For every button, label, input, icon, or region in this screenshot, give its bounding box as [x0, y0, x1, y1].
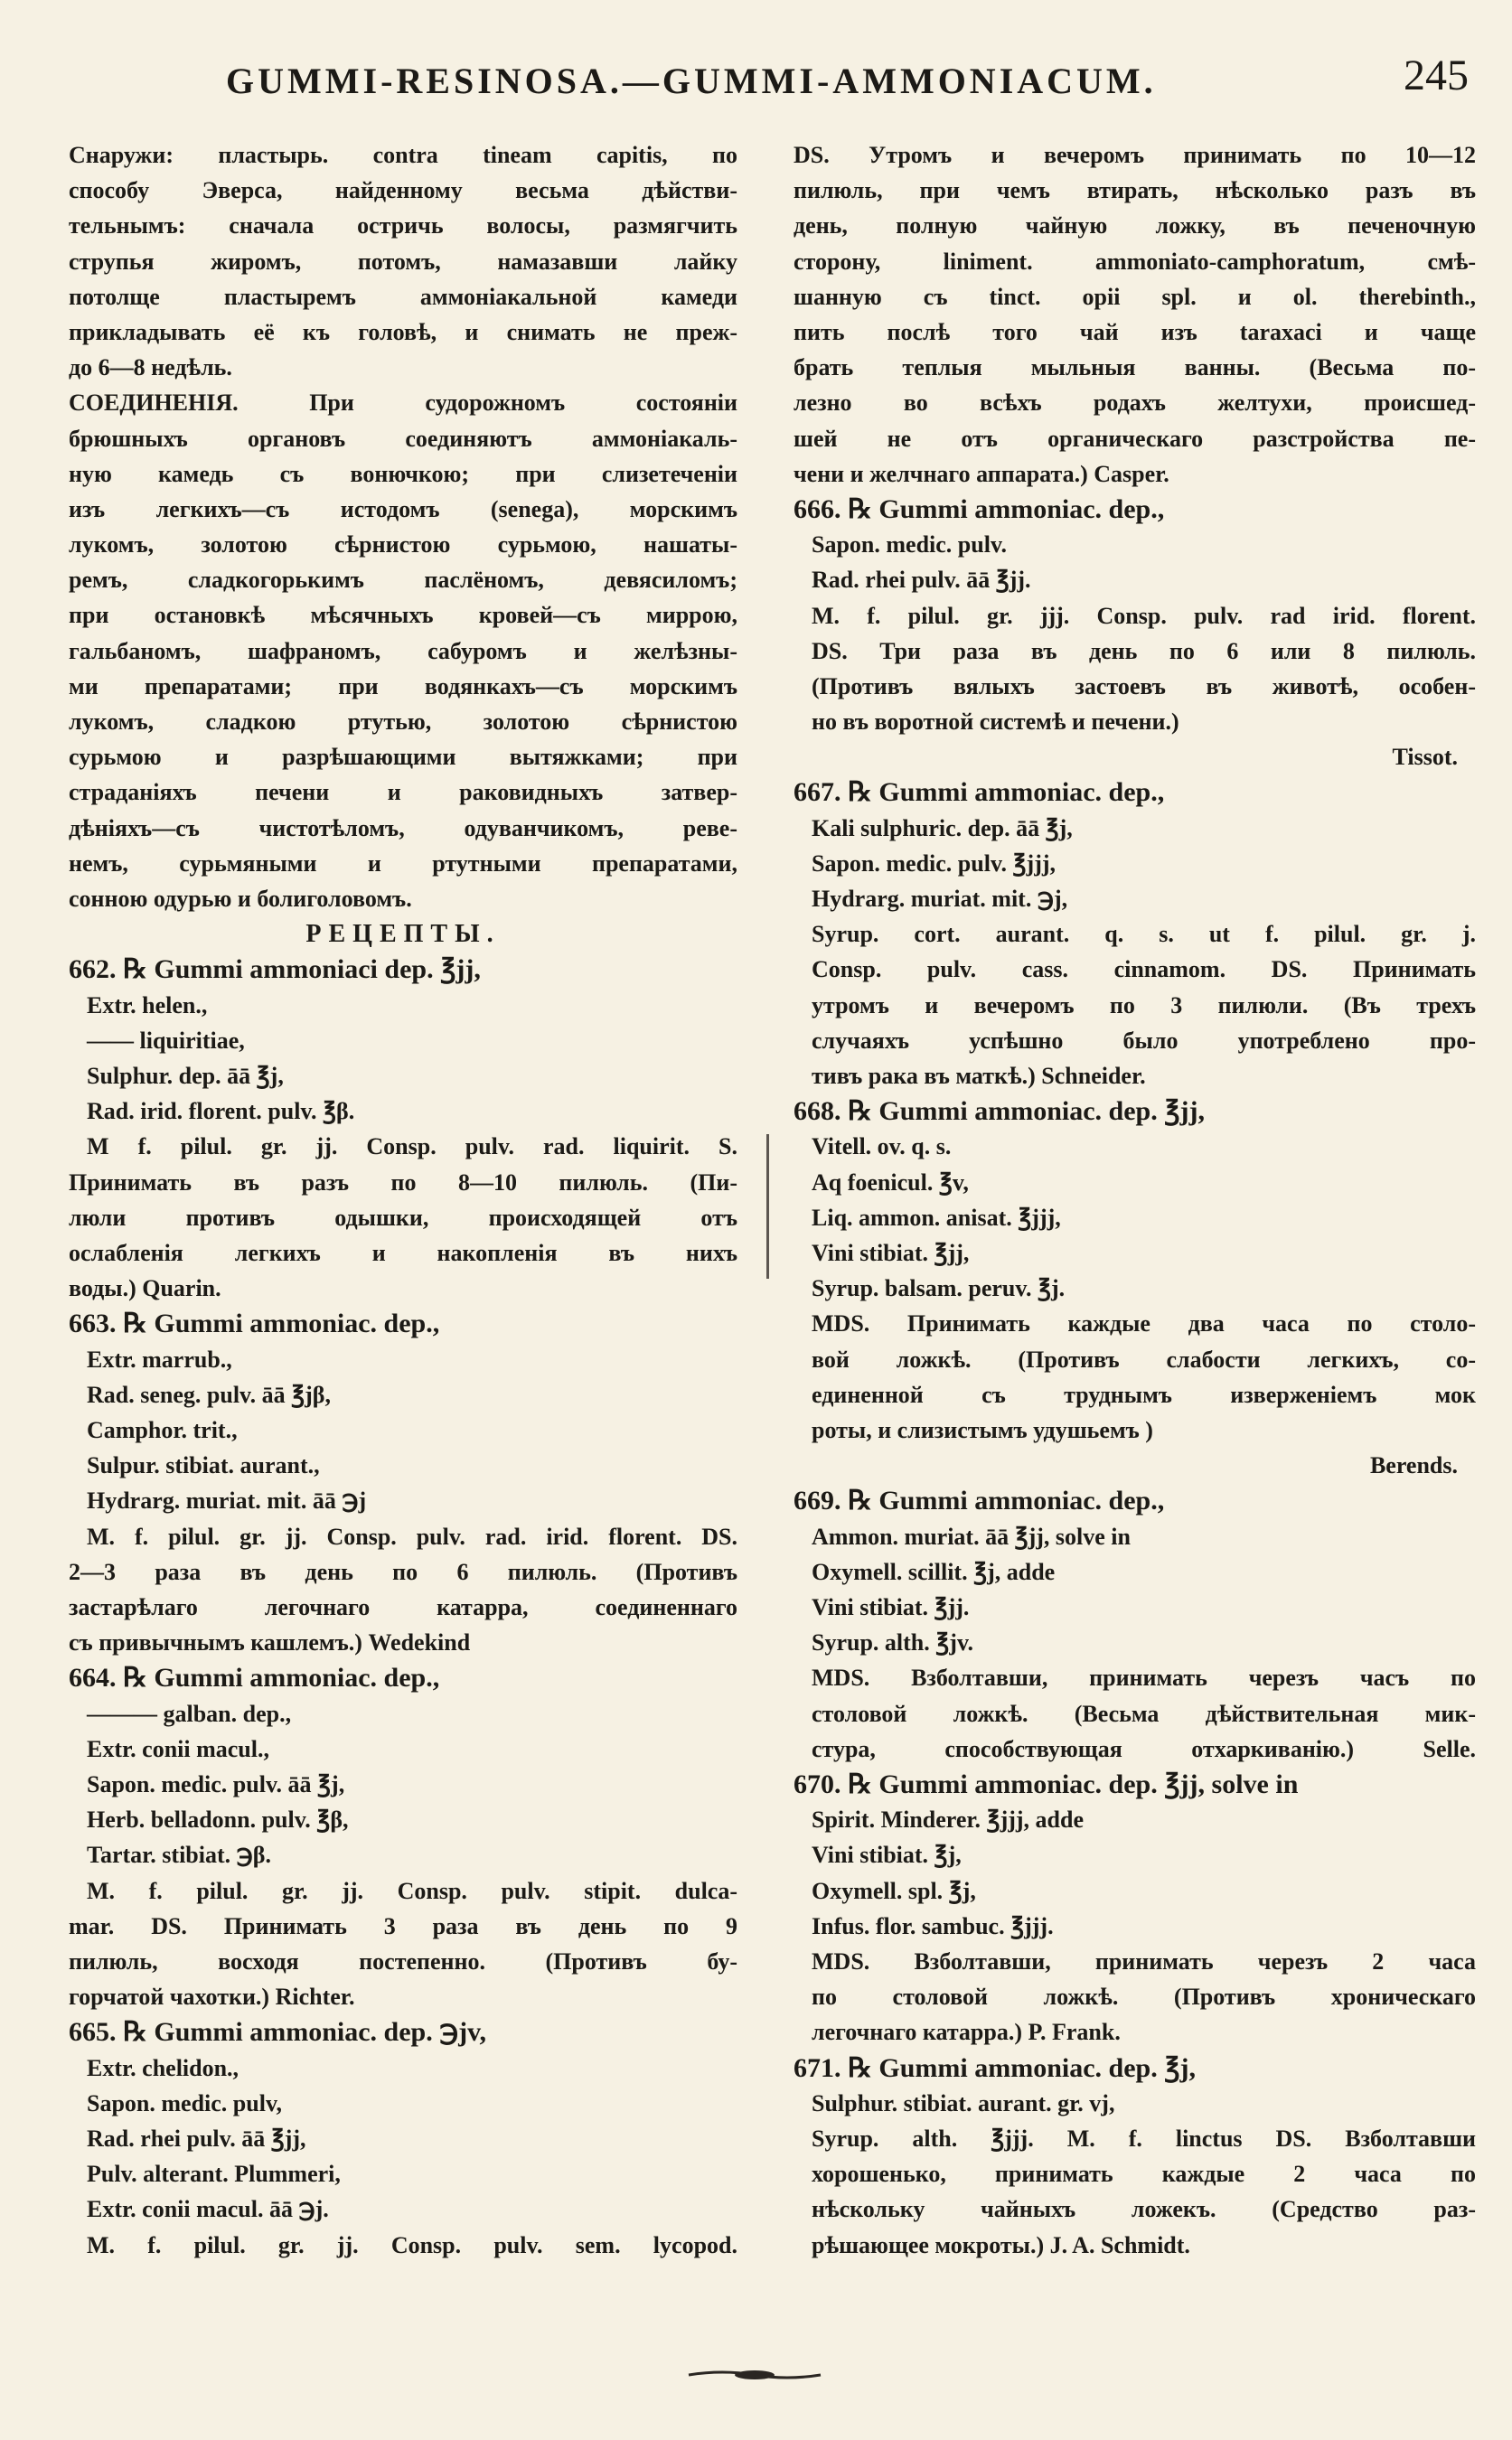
text-line: M. f. pilul. gr. jj. Consp. pulv. stipit. dulca-	[87, 1877, 737, 1904]
text-line: Tissot.	[1392, 744, 1458, 771]
text-line: Sulphur. stibiat. aurant. gr. vj,	[812, 2089, 1115, 2116]
text-line: Tartar. stibiat. ℈β.	[87, 1842, 272, 1869]
text-line: столовой ложкѣ. (Весьма дѣйствительная мик-	[812, 1700, 1476, 1727]
text-line: Sapon. medic. pulv. āā ℥j,	[87, 1770, 345, 1797]
text-line: ную камедь съ вонючкою; при слизетеченіи	[69, 460, 737, 487]
text-line: лукомъ, золотою сѣрнистою сурьмою, нашаты-	[69, 531, 737, 558]
text-line: пить послѣ того чай изъ taraxaci и чаще	[794, 318, 1476, 345]
text-line: при остановкѣ мѣсячныхъ кровей—съ миррою,	[69, 602, 737, 629]
text-line: дѣніяхъ—съ чистотѣломъ, одуванчикомъ, ревe-	[69, 814, 737, 841]
text-line: M. f. pilul. gr. jj. Consp. pulv. sem. lycopod.	[87, 2231, 737, 2258]
text-line: горчатой чахотки.) Richter.	[69, 1984, 355, 2011]
text-line: по столовой ложкѣ. (Противъ хроническаго	[812, 1984, 1476, 2011]
end-ornament	[687, 2368, 822, 2382]
text-line: Extr. chelidon.,	[87, 2054, 239, 2081]
text-line: 663. ℞ Gummi ammoniac. dep.,	[69, 1309, 440, 1339]
text-line: чени и желчнаго аппарата.) Casper.	[794, 460, 1169, 487]
text-line: нѣскольку чайныхъ ложекъ. (Средство раз-	[812, 2196, 1476, 2223]
text-line: mar. DS. Принимать 3 раза въ день по 9	[69, 1912, 737, 1939]
text-line: сурьмою и разрѣшающими вытяжками; при	[69, 744, 737, 771]
text-line: пилюль, восходя постепенно. (Противъ бу-	[69, 1947, 737, 1975]
text-line: РЕЦЕПТЫ.	[305, 920, 501, 949]
text-line: 662. ℞ Gummi ammoniaci dep. ℥jj,	[69, 954, 481, 985]
text-line: потолще пластыремъ аммоніакальной камеди	[69, 283, 737, 310]
text-line: Rad. rhei pulv. āā ℥jj,	[87, 2125, 306, 2152]
text-line: роты, и слизистымъ удушьемъ )	[812, 1417, 1153, 1444]
text-line: Sapon. medic. pulv. ℥jjj,	[812, 849, 1057, 877]
text-line: 2—3 раза въ день по 6 пилюль. (Противъ	[69, 1558, 737, 1585]
text-line: 671. ℞ Gummi ammoniac. dep. ℥j,	[794, 2052, 1197, 2083]
text-line: до 6—8 недѣль.	[69, 354, 232, 381]
text-line: Syrup. balsam. peruv. ℥j.	[812, 1275, 1066, 1302]
text-line: лукомъ, сладкою ртутью, золотою сѣрнистою	[69, 709, 737, 736]
margin-rule	[766, 1134, 769, 1279]
text-line: M f. pilul. gr. jj. Consp. pulv. rad. liquirit. S.	[87, 1133, 737, 1160]
text-line: 669. ℞ Gummi ammoniac. dep.,	[794, 1486, 1165, 1516]
text-line: застарѣлаго легочнаго катарра, соединеннаго	[69, 1593, 737, 1620]
text-line: Oxymell. spl. ℥j,	[812, 1877, 976, 1904]
text-line: брюшныхъ органовъ соединяютъ аммоніакаль-	[69, 425, 737, 452]
text-line: струпья жиромъ, потомъ, намазавши лайку	[69, 248, 737, 275]
text-line: Liq. ammon. anisat. ℥jjj,	[812, 1204, 1061, 1231]
text-line: съ привычнымъ кашлемъ.) Wedekind	[69, 1629, 471, 1656]
text-line: тельнымъ: сначала остричь волосы, размягчить	[69, 212, 737, 239]
text-line: 666. ℞ Gummi ammoniac. dep.,	[794, 493, 1165, 524]
text-line: но въ воротной системѣ и печени.)	[812, 709, 1179, 736]
text-line: Vini stibiat. ℥j,	[812, 1842, 962, 1869]
text-line: Rad. seneg. pulv. āā ℥jβ,	[87, 1381, 331, 1408]
text-line: ми препаратами; при водянкахъ—съ морскимъ	[69, 672, 737, 699]
text-line: Oxymell. scillit. ℥j, adde	[812, 1558, 1056, 1585]
text-line: пилюль, при чемъ втирать, нѣсколько разъ въ	[794, 177, 1476, 204]
text-line: Spirit. Minderer. ℥jjj, adde	[812, 1807, 1085, 1834]
text-line: Extr. conii macul.,	[87, 1735, 269, 1762]
text-line: СОЕДИНЕНІЯ. При судорожномъ состояніи	[69, 389, 737, 417]
text-line: Kali sulphuric. dep. āā ℥j,	[812, 814, 1073, 841]
text-line: хорошенько, принимать каждые 2 часа по	[812, 2161, 1476, 2188]
text-line: Camphor. trit.,	[87, 1416, 238, 1443]
text-line: единенной съ труднымъ изверженіемъ мок	[812, 1381, 1476, 1408]
text-line: Berends.	[1369, 1452, 1458, 1479]
page-header	[63, 52, 1469, 107]
text-line: Hydrarg. muriat. mit. ℈j,	[812, 886, 1068, 913]
text-line: Aq foenicul. ℥v,	[812, 1168, 969, 1196]
text-line: лезно во всѣхъ родахъ желтухи, происшед-	[794, 389, 1476, 417]
text-line: случаяхъ успѣшно было употреблено про-	[812, 1027, 1476, 1054]
text-line: Снаружи: пластырь. contra tineam capitis, по	[69, 142, 737, 168]
text-line: Rad. irid. florent. pulv. ℥β.	[87, 1098, 355, 1125]
text-line: ремъ, сладкогорькимъ паслёномъ, девясиломъ;	[69, 567, 737, 594]
text-line: Sulphur. dep. āā ℥j,	[87, 1062, 284, 1089]
left-column	[69, 137, 737, 2263]
text-line: (Противъ вялыхъ застоевъ въ животѣ, особен-	[812, 672, 1476, 699]
right-column	[794, 137, 1476, 2263]
text-line: 668. ℞ Gummi ammoniac. dep. ℥jj,	[794, 1096, 1206, 1127]
text-line: шей не отъ органическаго разстройства пе-	[794, 425, 1476, 452]
text-line: Rad. rhei pulv. āā ℥jj.	[812, 567, 1031, 594]
text-line: воды.) Quarin.	[69, 1275, 221, 1302]
text-line: рѣшающее мокроты.) J. A. Schmidt.	[812, 2231, 1190, 2258]
text-line: Ammon. muriat. āā ℥jj, solve in	[812, 1523, 1131, 1550]
text-line: Consp. pulv. cass. cinnamom. DS. Принимать	[812, 956, 1476, 983]
text-line: M. f. pilul. gr. jjj. Consp. pulv. rad irid. florent.	[812, 602, 1476, 629]
text-line: Sulpur. stibiat. aurant.,	[87, 1452, 320, 1479]
text-line: стура, способствующая отхаркиванію.) Selle.	[812, 1735, 1476, 1762]
text-line: 667. ℞ Gummi ammoniac. dep.,	[794, 777, 1165, 808]
text-line: MDS. Взболтавши, принимать черезъ часъ по	[812, 1665, 1476, 1692]
text-line: страданіяхъ печени и раковидныхъ затвер-	[69, 779, 737, 806]
text-line: M. f. pilul. gr. jj. Consp. pulv. rad. irid. florent. DS.	[87, 1523, 737, 1550]
text-line: Hydrarg. muriat. mit. āā ℈j	[87, 1487, 367, 1515]
text-line: ——— galban. dep.,	[87, 1700, 292, 1727]
text-line: Infus. flor. sambuc. ℥jjj.	[812, 1912, 1054, 1939]
text-line: утромъ и вечеромъ по 3 пилюли. (Въ трехъ	[812, 991, 1476, 1018]
text-line: MDS. Взболтавши, принимать черезъ 2 часа	[812, 1948, 1476, 1975]
text-line: Extr. conii macul. āā ℈j.	[87, 2196, 329, 2223]
text-line: Syrup. alth. ℥jv.	[812, 1629, 974, 1656]
text-line: MDS. Принимать каждые два часа по столо-	[812, 1310, 1476, 1337]
text-line: Pulv. alterant. Plummeri,	[87, 2161, 341, 2188]
text-line: 670. ℞ Gummi ammoniac. dep. ℥jj, solve in	[794, 1769, 1299, 1799]
page-number: 245	[1404, 52, 1469, 99]
text-line: люли противъ одышки, происходящей отъ	[69, 1204, 737, 1231]
text-line: Herb. belladonn. pulv. ℥β,	[87, 1807, 349, 1834]
text-line: сторону, liniment. ammoniato-camphoratum, смѣ-	[794, 248, 1476, 275]
text-line: гальбаномъ, шафраномъ, сабуромъ и желѣзны-	[69, 637, 737, 664]
text-line: Vini stibiat. ℥jj.	[812, 1594, 970, 1621]
running-title: GUMMI-RESINOSA.—GUMMI-AMMONIACUM.	[226, 61, 1157, 101]
text-line: Принимать въ разъ по 8—10 пилюль. (Пи-	[69, 1168, 737, 1196]
text-line: тивъ рака въ маткѣ.) Schneider.	[812, 1063, 1146, 1090]
text-line: 665. ℞ Gummi ammoniac. dep. ℈jv,	[69, 2017, 487, 2048]
text-line: шанную съ tinct. opii spl. и ol. therebinth.,	[794, 283, 1476, 310]
text-line: Extr. helen.,	[87, 991, 208, 1018]
text-line: изъ легкихъ—съ истодомъ (senega), морскимъ	[69, 495, 737, 522]
text-line: легочнаго катарра.) P. Frank.	[812, 2019, 1121, 2046]
text-line: прикладывать её къ головѣ, и снимать не преж-	[69, 318, 737, 345]
text-line: ослабленія легкихъ и накопленія въ нихъ	[69, 1239, 737, 1266]
text-line: немъ, сурьмяными и ртутными препаратами,	[69, 849, 737, 877]
text-line: Vitell. ov. q. s.	[812, 1133, 952, 1160]
text-line: сонною одурью и болиголовомъ.	[69, 885, 412, 912]
text-line: DS. Утромъ и вечеромъ принимать по 10—12	[794, 142, 1476, 168]
text-line: Extr. marrub.,	[87, 1346, 232, 1373]
text-line: 664. ℞ Gummi ammoniac. dep.,	[69, 1663, 440, 1694]
text-line: день, полную чайную ложку, въ печеночную	[794, 212, 1476, 239]
text-line: DS. Три раза въ день по 6 или 8 пилюль.	[812, 637, 1476, 664]
text-line: Sapon. medic. pulv,	[87, 2089, 283, 2116]
text-line: Vini stibiat. ℥jj,	[812, 1240, 970, 1267]
text-line: способу Эверса, найденному весьма дѣйстви-	[69, 177, 737, 204]
text-line: вой ложкѣ. (Противъ слабости легкихъ, со-	[812, 1346, 1476, 1373]
text-line: Sapon. medic. pulv.	[812, 531, 1008, 558]
text-line: Syrup. alth. ℥jjj. M. f. linctus DS. Взболтавши	[812, 2126, 1476, 2152]
text-line: —— liquiritiae,	[87, 1027, 245, 1054]
text-line: Syrup. cort. aurant. q. s. ut f. pilul. gr. j.	[812, 921, 1476, 948]
text-line: брать теплыя мыльныя ванны. (Весьма по-	[794, 354, 1476, 381]
